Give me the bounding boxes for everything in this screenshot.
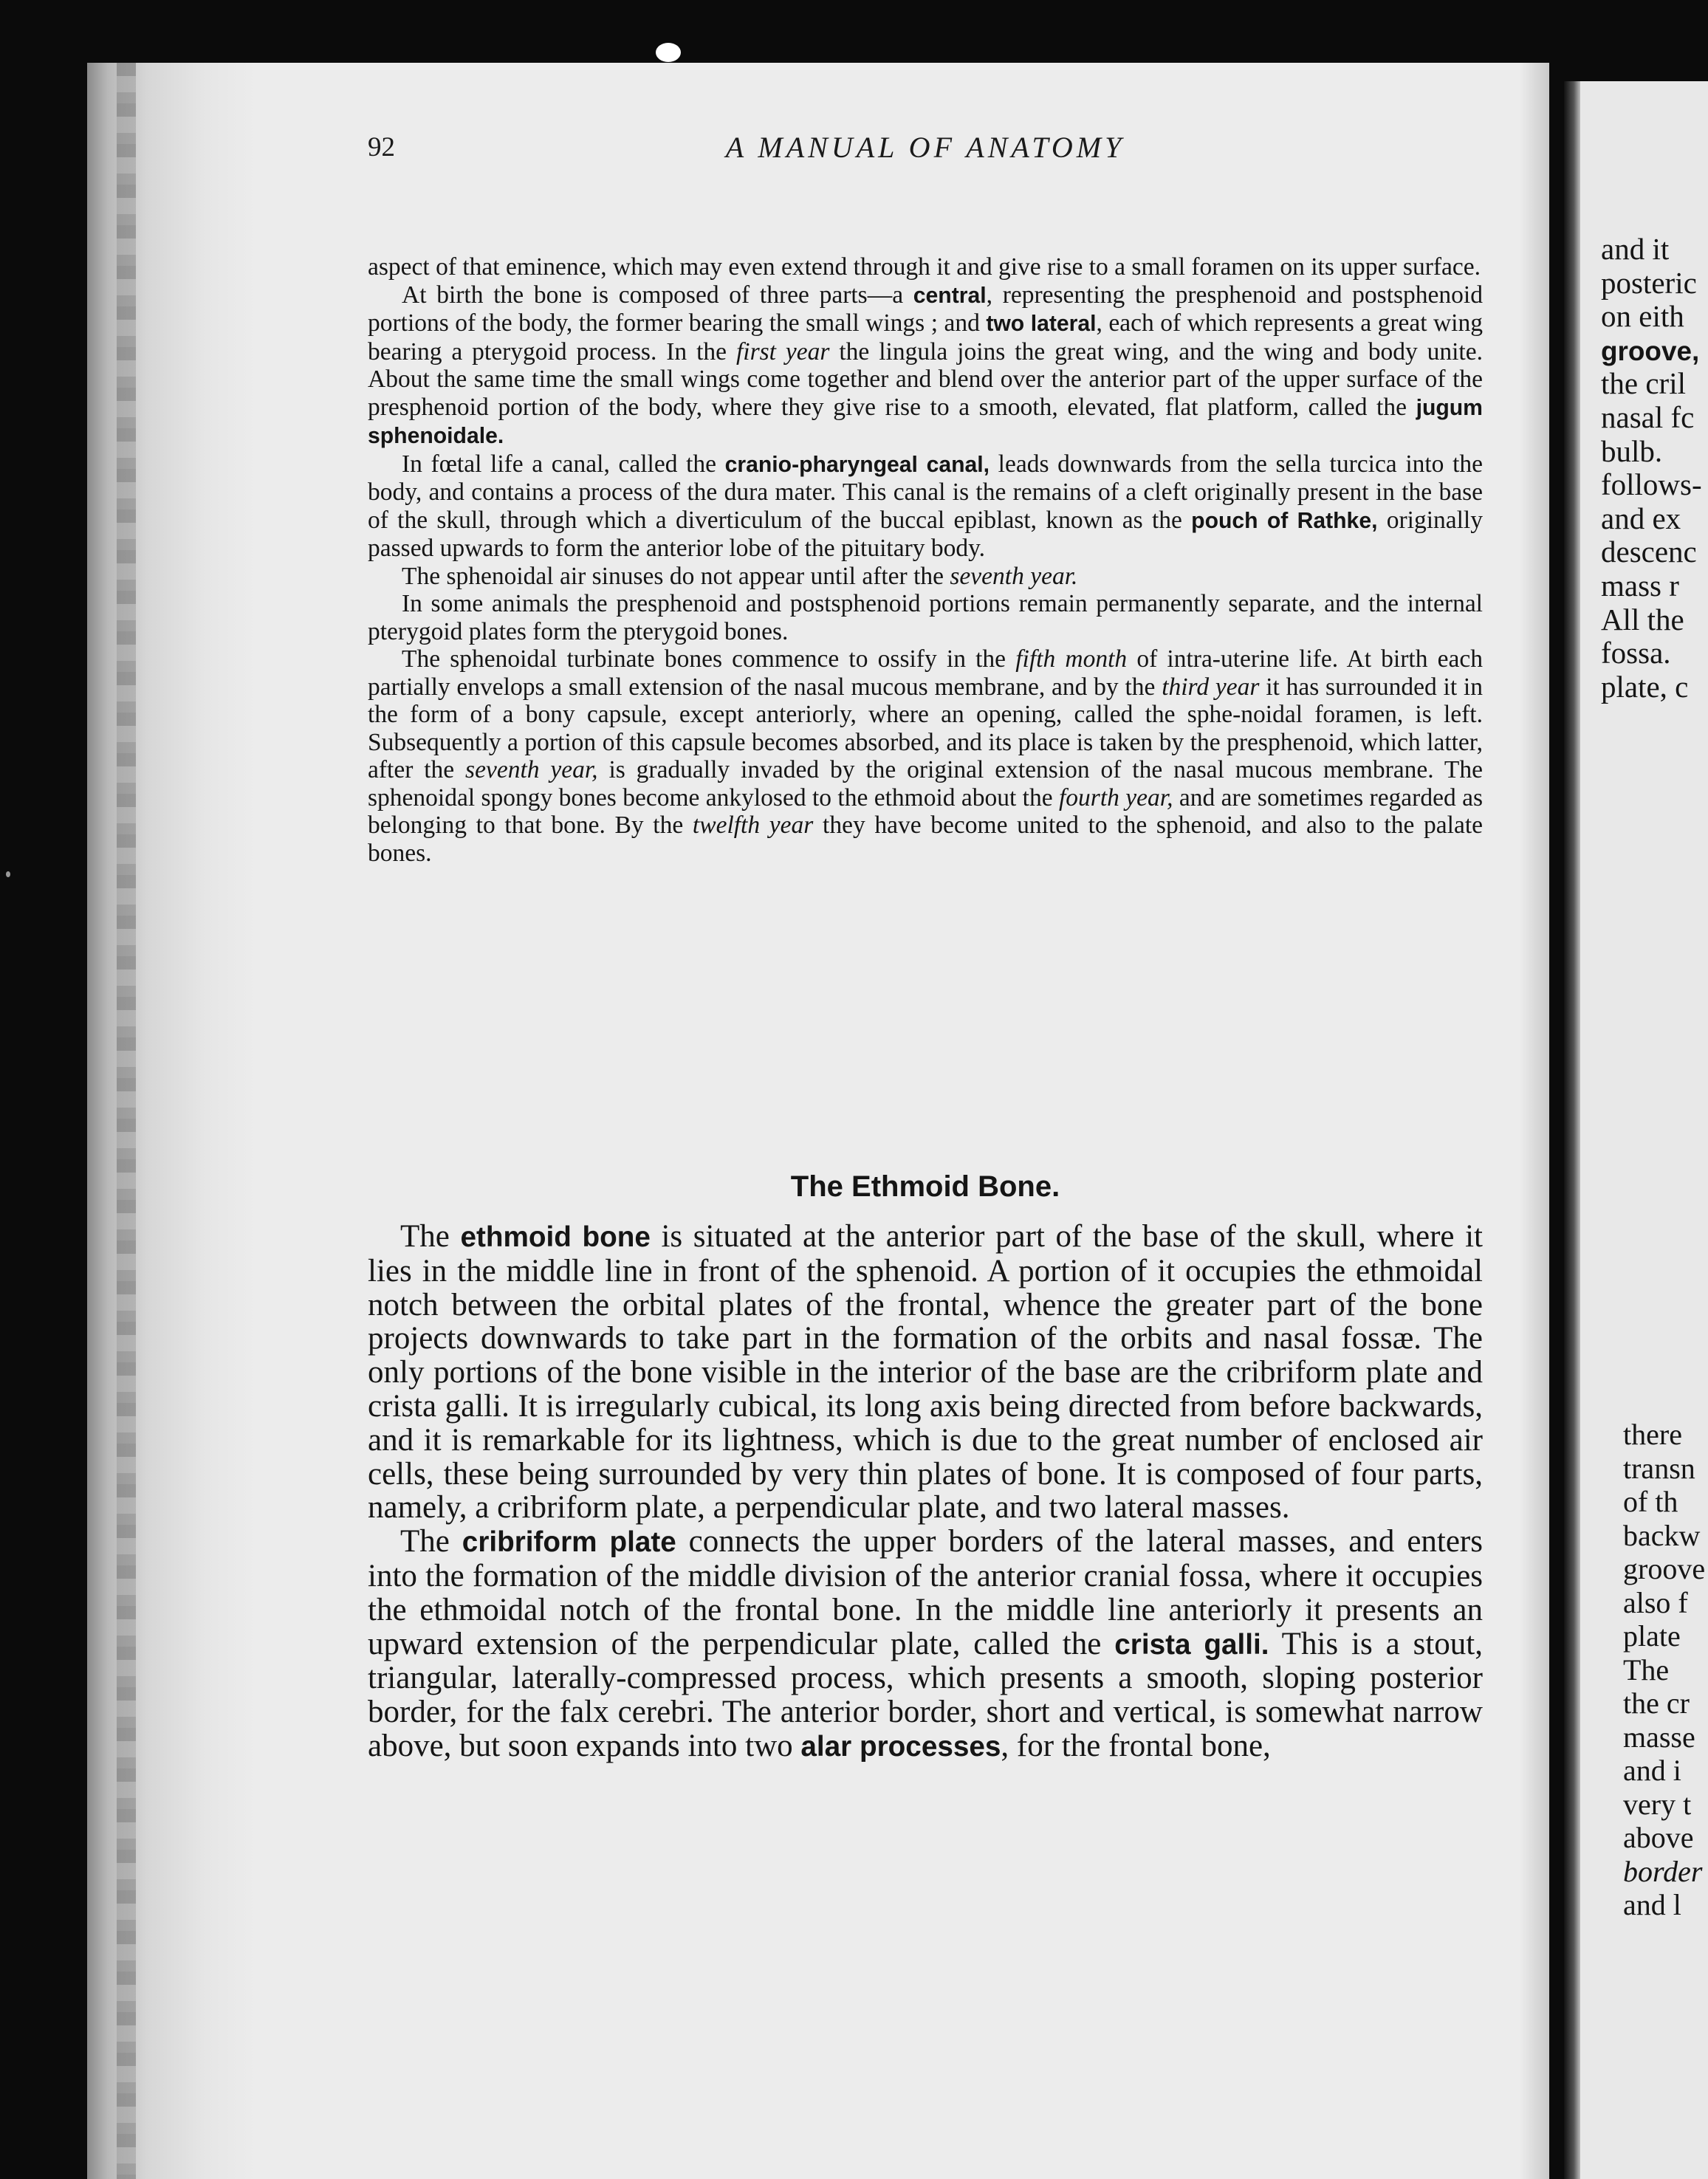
scan-speck xyxy=(656,43,681,62)
text-run: on eith xyxy=(1601,299,1684,334)
text-run: and l xyxy=(1623,1888,1681,1921)
text-run: plate, c xyxy=(1601,669,1689,704)
facing-page-line xyxy=(1623,1619,1705,1653)
text-run: descenc xyxy=(1601,535,1697,569)
italic-term: border xyxy=(1623,1854,1703,1888)
italic-term: third year xyxy=(1162,673,1260,701)
paragraph xyxy=(368,1220,1483,1525)
facing-page-line xyxy=(1623,1821,1705,1855)
text-run: The xyxy=(400,1524,462,1559)
text-run: is gradually invaded by the original extension of the nasal mucous membrane. The sphenoidal spongy bones become ankylosed to the ethmoid about the xyxy=(368,756,1483,811)
sphenoid-ossification-text xyxy=(368,253,1483,867)
facing-page-line xyxy=(1601,636,1702,670)
facing-page-gutter xyxy=(1564,81,1580,2179)
italic-term: fourth year, xyxy=(1059,783,1173,811)
text-run: The xyxy=(400,1219,461,1254)
bold-term: ethmoid bone xyxy=(460,1221,651,1253)
facing-page-line xyxy=(1601,535,1702,569)
text-run: plate xyxy=(1623,1619,1681,1653)
facing-page-line xyxy=(1623,1686,1705,1720)
facing-page-line xyxy=(1601,267,1702,301)
bold-term: crista galli. xyxy=(1114,1628,1269,1661)
text-run: they have become united to the sphenoid, and also to the palate bones. xyxy=(368,811,1483,867)
facing-page-line xyxy=(1623,1586,1705,1620)
facing-page-line xyxy=(1623,1855,1705,1889)
text-run: of th xyxy=(1623,1485,1678,1518)
text-run: follows- xyxy=(1601,467,1702,502)
italic-term: twelfth year xyxy=(692,811,814,839)
text-run: , for the frontal bone, xyxy=(1001,1728,1271,1763)
paragraph xyxy=(368,450,1483,563)
text-run: In some animals the presphenoid and postsphenoid portions remain permanently separate, and the internal pterygoid plates form the pterygoid bones. xyxy=(368,590,1483,645)
scan-speck xyxy=(6,871,10,877)
facing-page-line xyxy=(1623,1418,1705,1452)
text-run: nasal fc xyxy=(1601,399,1695,434)
text-run: of intra-uterine life. At birth each partially envelops a small extension of the nasal mucous membrane, and by the xyxy=(368,645,1483,701)
bold-term: cribriform plate xyxy=(462,1526,676,1559)
text-run: In fœtal life a canal, called the xyxy=(402,450,725,478)
text-run: posteric xyxy=(1601,265,1697,300)
facing-page-line xyxy=(1601,367,1702,401)
facing-page-line xyxy=(1601,603,1702,637)
facing-page-line xyxy=(1601,502,1702,536)
page-number: 92 xyxy=(368,132,395,162)
text-run: The sphenoidal turbinate bones commence to ossify in the xyxy=(402,645,1016,673)
text-run: and ex xyxy=(1601,501,1681,535)
text-run: transn xyxy=(1623,1451,1695,1485)
facing-page-line xyxy=(1601,334,1702,368)
text-run: there xyxy=(1623,1418,1682,1451)
bold-term: central xyxy=(913,283,987,308)
facing-page-line xyxy=(1601,401,1702,435)
text-run: backw xyxy=(1623,1518,1701,1552)
paragraph xyxy=(368,281,1483,450)
text-run: The xyxy=(1623,1653,1670,1686)
bold-term: jugum sphenoidale. xyxy=(368,395,1483,448)
facing-page-line xyxy=(1623,1452,1705,1486)
text-run: groove xyxy=(1623,1552,1706,1585)
text-run: At birth the bone is composed of three parts—a xyxy=(402,281,913,309)
bold-term: pouch of Rathke, xyxy=(1191,508,1378,533)
facing-page-line xyxy=(1623,1485,1705,1519)
section-heading: The Ethmoid Bone. xyxy=(790,1170,1060,1203)
italic-term: fifth month xyxy=(1015,645,1128,673)
bold-term: cranio-pharyngeal canal, xyxy=(724,452,990,477)
facing-page-line xyxy=(1623,1653,1705,1687)
italic-term: first year xyxy=(735,337,830,366)
text-run: leads downwards from the sella turcica into the body, and contains a process of the dura mater. This canal is the remains of a cleft originally present in the base of the skull, through which a diverticulum of the buccal epiblast, known as the xyxy=(368,450,1483,534)
facing-page-upper-fragment xyxy=(1601,233,1702,704)
paragraph xyxy=(368,590,1483,645)
facing-page-line xyxy=(1623,1720,1705,1754)
text-run: and it xyxy=(1601,232,1670,266)
text-run: is situated at the anterior part of the base of the skull, where it lies in the middle line in front of the sphenoid. A portion of it occupies the ethmoidal notch between the orbital plates of the frontal, whence the greater part of the bone projects downwards to take part in the formation of the orbits and nasal fossæ. The only portions of the bone visible in the interior of the base are the cribriform plate and crista galli. It is irregularly cubical, its long axis being directed from before backwards, and it is remarkable for its lightness, which is due to the great number of enclosed air cells, these being surrounded by very thin plates of bone. It is composed of four parts, namely, a cribriform plate, a perpendicular plate, and two lateral masses. xyxy=(368,1219,1483,1526)
facing-page-line xyxy=(1601,300,1702,334)
paragraph xyxy=(368,645,1483,867)
text-run: , each of which represents a great wing bearing a pterygoid process. In the xyxy=(368,309,1483,366)
ethmoid-bone-text xyxy=(368,1220,1483,1764)
text-run: it has surrounded it in the form of a bony capsule, except anteriorly, where an opening, called the sphe-noidal foramen, is left. Subsequently a portion of this capsule becomes absorbed, and its place is taken by the presphenoid, which latter, after the xyxy=(368,673,1483,783)
text-run: fossa. xyxy=(1601,636,1671,670)
bold-term: alar processes xyxy=(800,1730,1001,1763)
facing-page-line xyxy=(1623,1788,1705,1822)
bold-term: groove, xyxy=(1601,335,1700,366)
paragraph xyxy=(368,1525,1483,1764)
text-run: This is a stout, triangular, laterally-compressed process, which presents a smooth, sloping posterior border, for the falx cerebri. The anterior border, short and vertical, is somewhat narrow above, but soon expands into two xyxy=(368,1626,1483,1763)
page-header xyxy=(368,131,1483,176)
facing-page-lower-fragment xyxy=(1623,1418,1705,1922)
italic-term: seventh year, xyxy=(465,756,598,783)
italic-term: seventh year. xyxy=(950,562,1078,590)
running-title: A MANUAL OF ANATOMY xyxy=(725,131,1125,164)
facing-page-line xyxy=(1601,435,1702,469)
facing-page-line xyxy=(1623,1888,1705,1922)
text-run: masse xyxy=(1623,1720,1695,1754)
text-run: very t xyxy=(1623,1787,1692,1821)
text-run: connects the upper borders of the lateral masses, and enters into the formation of the middle division of the anterior cranial fossa, where it occupies the ethmoidal notch of the frontal bone. In the middle line anteriorly it presents an upward extension of the perpendicular plate, called the xyxy=(368,1524,1483,1661)
page-edge-shadow xyxy=(1520,63,1549,2179)
text-run: the cr xyxy=(1623,1686,1690,1720)
paragraph xyxy=(368,563,1483,591)
text-run: bulb. xyxy=(1601,433,1663,468)
facing-page-line xyxy=(1623,1519,1705,1553)
paragraph xyxy=(368,253,1483,281)
text-run: and i xyxy=(1623,1754,1681,1787)
text-run: aspect of that eminence, which may even extend through it and give rise to a small foramen on its upper surface. xyxy=(368,253,1481,281)
text-run: mass r xyxy=(1601,568,1679,603)
text-run: the cril xyxy=(1601,366,1686,401)
text-run: the lingula joins the great wing, and the wing and body unite. About the same time the small wings come together and blend over the anterior part of the upper surface of the presphenoid portion of the body, where they give rise to a smooth, elevated, flat platform, called the xyxy=(368,337,1483,421)
text-run: originally passed upwards to form the anterior lobe of the pituitary body. xyxy=(368,506,1483,562)
bold-term: two lateral xyxy=(986,312,1097,336)
text-run: and are sometimes regarded as belonging to that bone. By the xyxy=(368,783,1483,839)
facing-page-line xyxy=(1623,1754,1705,1788)
text-run: also f xyxy=(1623,1585,1688,1619)
facing-page-line xyxy=(1601,670,1702,704)
text-run: , representing the presphenoid and postsphenoid portions of the body, the former bearing the small wings ; and xyxy=(368,281,1483,337)
page-binding xyxy=(87,63,257,2179)
text-run: All the xyxy=(1601,602,1684,636)
facing-page-line xyxy=(1601,233,1702,267)
text-run: above xyxy=(1623,1821,1694,1854)
facing-page-line xyxy=(1623,1552,1705,1586)
facing-page-line xyxy=(1601,569,1702,603)
text-run: The sphenoidal air sinuses do not appear until after the xyxy=(402,562,950,590)
facing-page-line xyxy=(1601,468,1702,502)
